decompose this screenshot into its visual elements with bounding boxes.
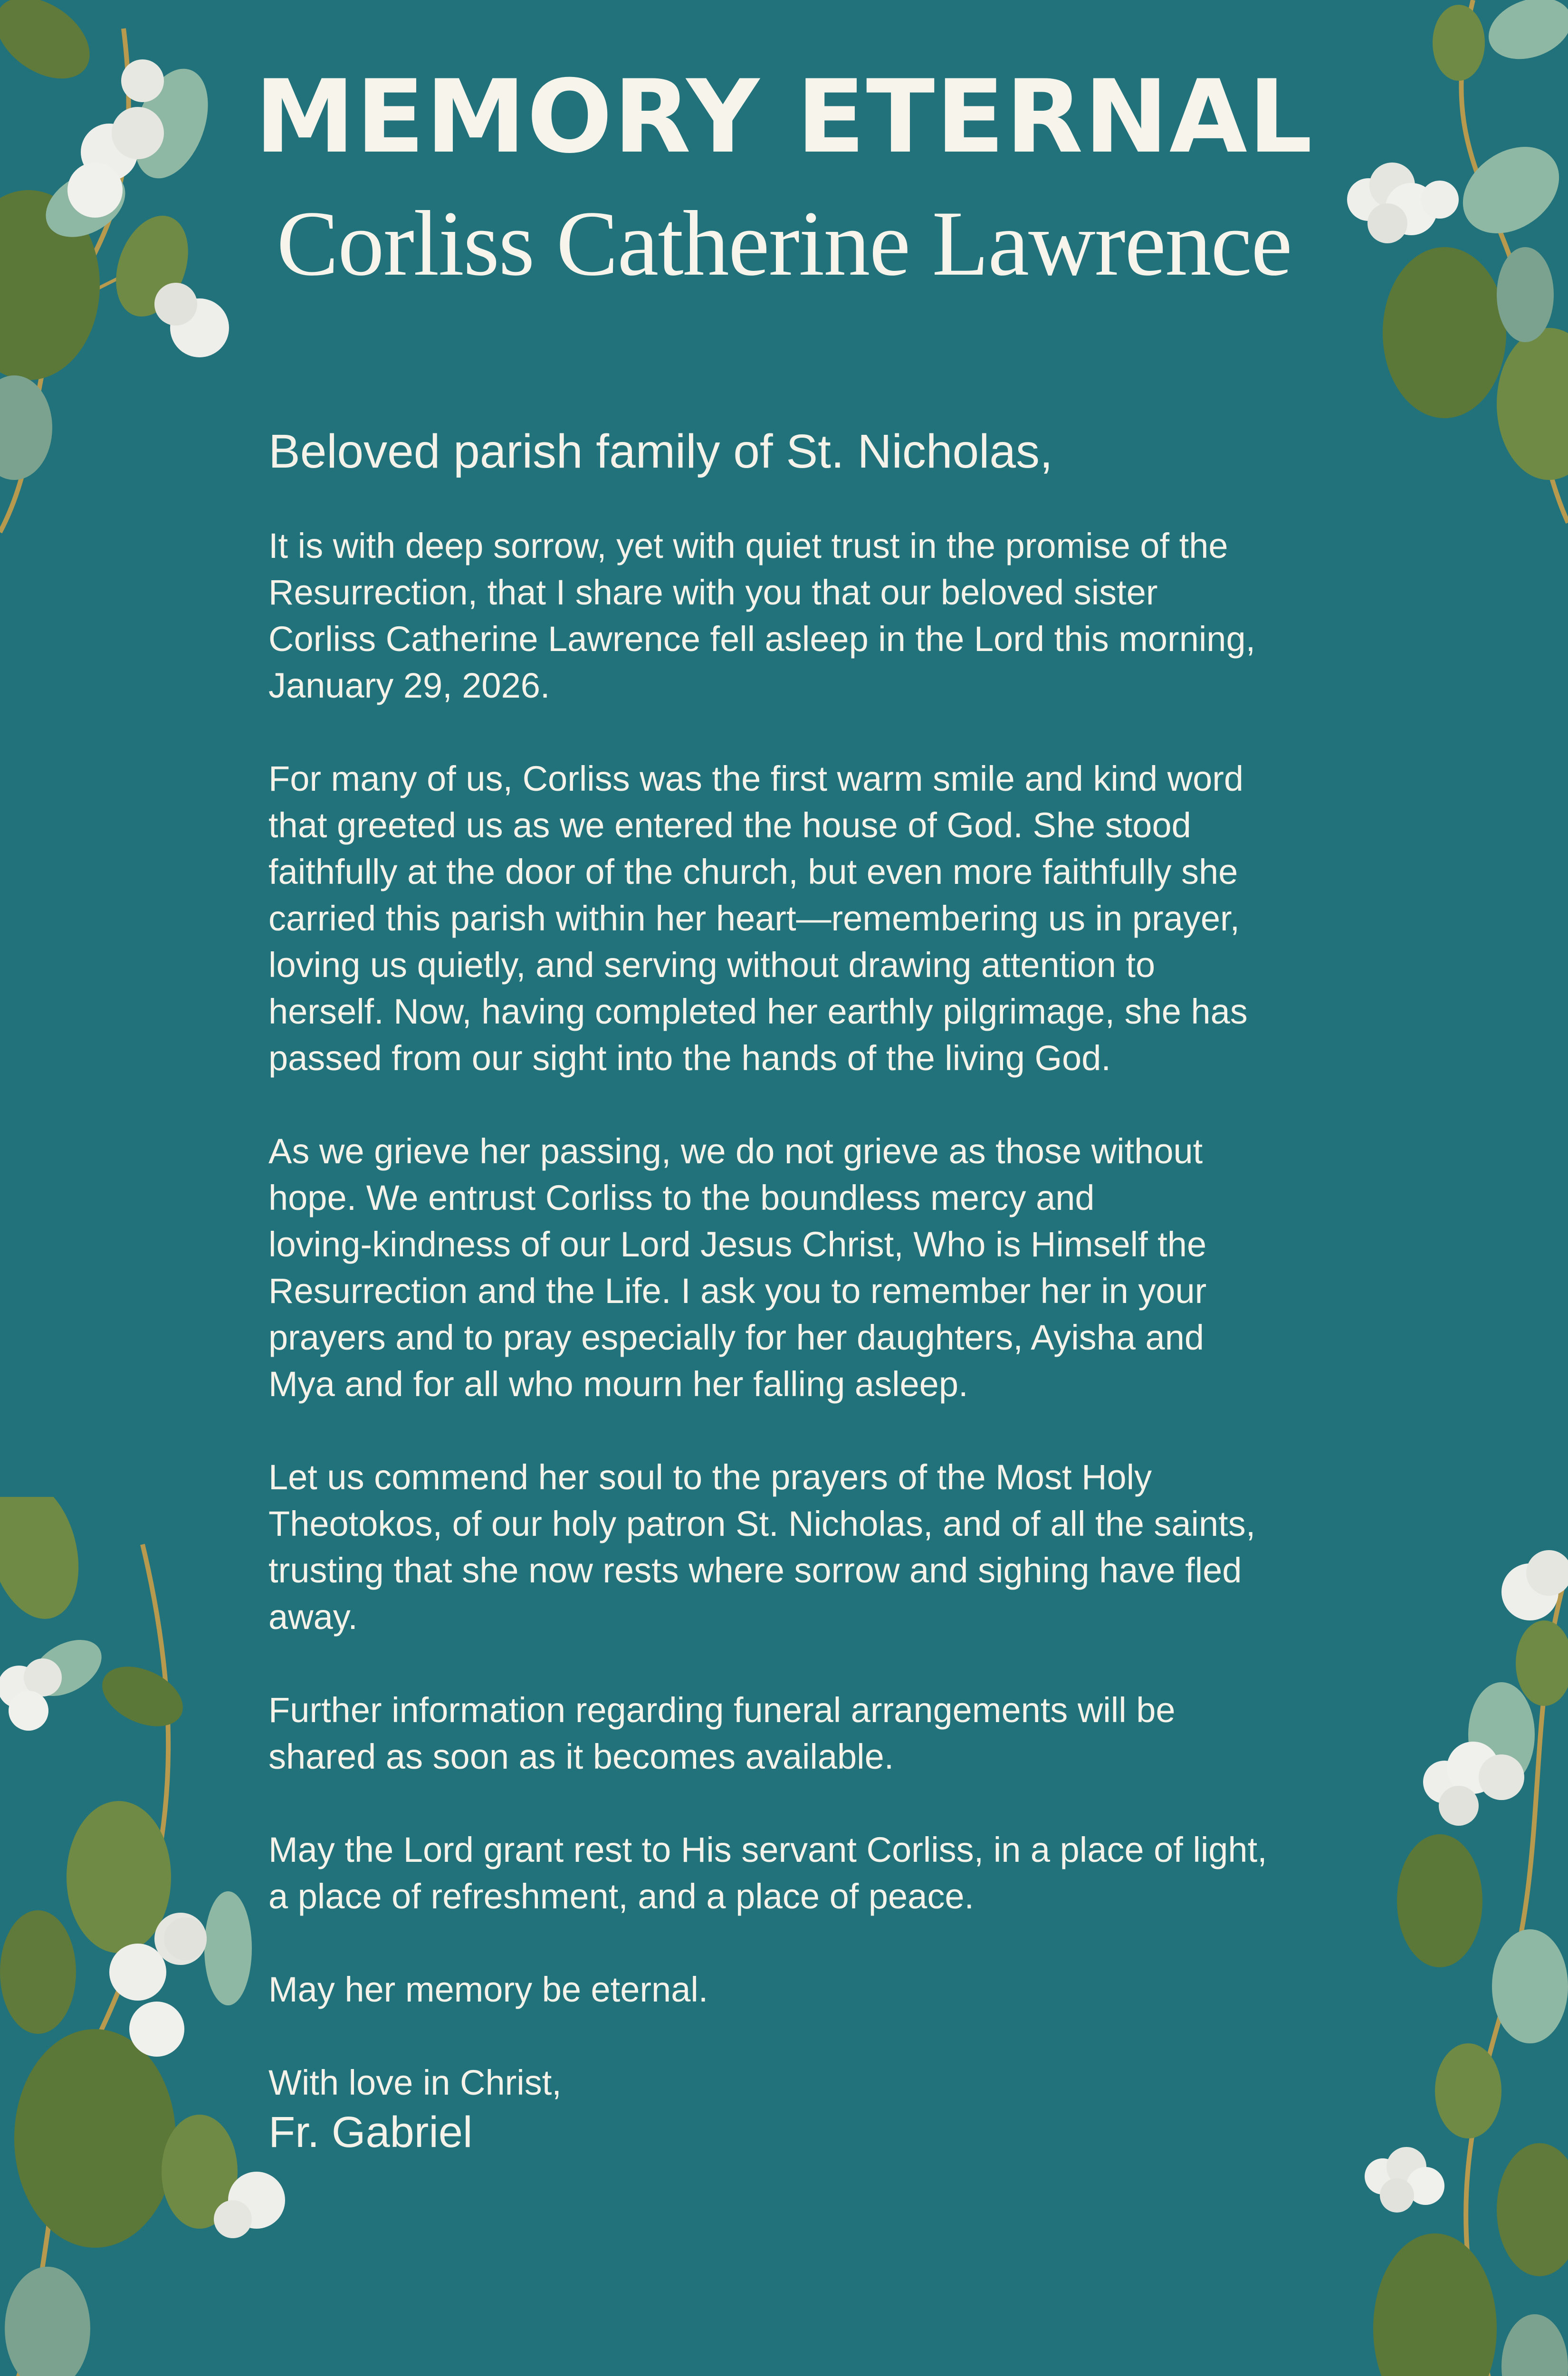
letter-paragraph: Further information regarding funeral arrangements will be shared as soon as it becomes available.	[268, 1690, 1176, 1776]
letter-greeting: Beloved parish family of St. Nicholas,	[268, 425, 1053, 478]
letter-paragraph: May her memory be eternal.	[268, 1970, 708, 2009]
floral-bottom-left-decoration	[0, 1497, 309, 2376]
letter-signature: Fr. Gabriel	[268, 2108, 473, 2156]
letter-closing: With love in Christ,	[268, 2063, 562, 2102]
letter-body	[268, 423, 1390, 2158]
letter-paragraph: Let us commend her soul to the prayers of the Most Holy Theotokos, of our holy patron St. Nicholas, and of all the saints, trusting that she now rests where sorrow and sighing have fled away.	[268, 1457, 1256, 1637]
memorial-title: MEMORY ETERNAL	[254, 58, 1314, 175]
deceased-name: Corliss Catherine Lawrence	[277, 192, 1291, 295]
letter-paragraph: For many of us, Corliss was the first warm smile and kind word that greeted us as we entered the house of God. She stood faithfully at the door of the church, but even more faithfully she carried this parish within her heart—remembering us in prayer, loving us quietly, and serving without drawing attention to herself. Now, having completed her earthly pilgrimage, she has passed from our sight into the hands of the living God.	[268, 759, 1248, 1078]
letter-paragraph: As we grieve her passing, we do not grieve as those without hope. We entrust Corliss to the boundless mercy and loving-kindness of our Lord Jesus Christ, Who is Himself the Resurrection and the Life. I ask you to remember her in your prayers and to pray especially for her daughters, Ayisha and Mya and for all who mourn her falling asleep.	[268, 1131, 1207, 1404]
letter-paragraph: It is with deep sorrow, yet with quiet trust in the promise of the Resurrection, that I share with you that our beloved sister Corliss Catherine Lawrence fell asleep in the Lord this morning, January 29, 2026.	[268, 526, 1256, 705]
letter-paragraph: May the Lord grant rest to His servant Corliss, in a place of light, a place of refreshment, and a place of peace.	[268, 1830, 1267, 1916]
